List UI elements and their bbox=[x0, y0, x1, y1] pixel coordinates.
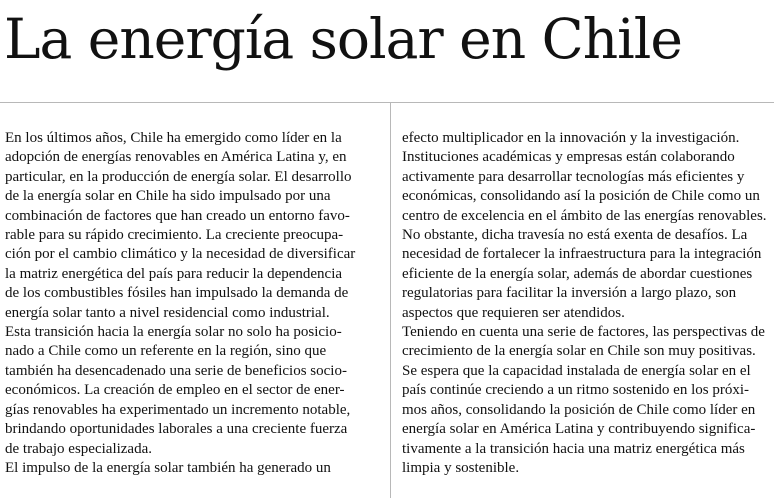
text-line: energía solar en América Latina y contribuyendo significa- bbox=[402, 421, 756, 438]
text-line: la matriz energética del país para reducir la dependencia bbox=[5, 265, 343, 282]
text-line: crecimiento de la energía solar en Chile son muy positivas. bbox=[402, 343, 756, 360]
text-line: Se espera que la capacidad instalada de energía solar en el bbox=[402, 362, 751, 379]
right-column bbox=[402, 129, 774, 478]
text-line: eficiente de la energía solar, además de abordar cuestiones bbox=[402, 265, 753, 282]
text-line: particular, en la producción de energía solar. El desarrollo bbox=[5, 168, 352, 185]
text-line: Teniendo en cuenta una serie de factores, las perspectivas de bbox=[402, 324, 765, 341]
text-line: limpia y sostenible. bbox=[402, 459, 520, 476]
text-line: económicos. La creación de empleo en el sector de ener- bbox=[5, 382, 345, 399]
text-line: regulatorias para facilitar la inversión a largo plazo, son bbox=[402, 285, 737, 302]
text-line: también ha desencadenado una serie de beneficios socio- bbox=[5, 362, 347, 379]
text-line: mos años, consolidando la posición de Chile como líder en bbox=[402, 401, 756, 418]
text-line: efecto multiplicador en la innovación y la investigación. bbox=[402, 130, 740, 146]
text-line: de trabajo especializada. bbox=[5, 440, 152, 457]
text-line: energía solar tanto a nivel residencial como industrial. bbox=[5, 304, 330, 321]
text-line: de los combustibles fósiles han impulsado la demanda de bbox=[5, 285, 349, 302]
text-line: necesidad de fortalecer la infraestructura para la integración bbox=[402, 246, 762, 263]
text-line: El impulso de la energía solar también ha generado un bbox=[5, 459, 331, 476]
title-divider bbox=[0, 102, 774, 103]
column-divider bbox=[390, 103, 391, 498]
text-line: aspectos que requieren ser atendidos. bbox=[402, 304, 625, 321]
text-line: Instituciones académicas y empresas están colaborando bbox=[402, 149, 735, 166]
text-line: En los últimos años, Chile ha emergido como líder en la bbox=[5, 130, 342, 146]
text-line: combinación de factores que han creado un entorno favo- bbox=[5, 207, 350, 224]
page-title: La energía solar en Chile bbox=[4, 7, 682, 71]
text-line: rable para su rápido crecimiento. La creciente preocupa- bbox=[5, 227, 344, 244]
text-line: nado a Chile como un referente en la región, sino que bbox=[5, 343, 327, 360]
text-line: tivamente a la transición hacia una matriz energética más bbox=[402, 440, 745, 457]
text-line: adopción de energías renovables en América Latina y, en bbox=[5, 149, 347, 166]
text-line: Esta transición hacia la energía solar no solo ha posicio- bbox=[5, 324, 342, 341]
left-column bbox=[5, 129, 373, 478]
text-line: centro de excelencia en el ámbito de las energías renovables. bbox=[402, 207, 767, 224]
text-line: gías renovables ha experimentado un incremento notable, bbox=[5, 401, 351, 418]
text-line: brindando oportunidades laborales a una creciente fuerza bbox=[5, 421, 348, 438]
text-line: de la energía solar en Chile ha sido impulsado por una bbox=[5, 188, 331, 205]
text-line: activamente para desarrollar tecnologías más eficientes y bbox=[402, 168, 745, 185]
text-line: ción por el cambio climático y la necesidad de diversificar bbox=[5, 246, 356, 263]
text-line: No obstante, dicha travesía no está exenta de desafíos. La bbox=[402, 227, 748, 244]
text-line: país continúe creciendo a un ritmo sostenido en los próxi- bbox=[402, 382, 749, 399]
text-line: económicas, consolidando así la posición de Chile como un bbox=[402, 188, 760, 205]
